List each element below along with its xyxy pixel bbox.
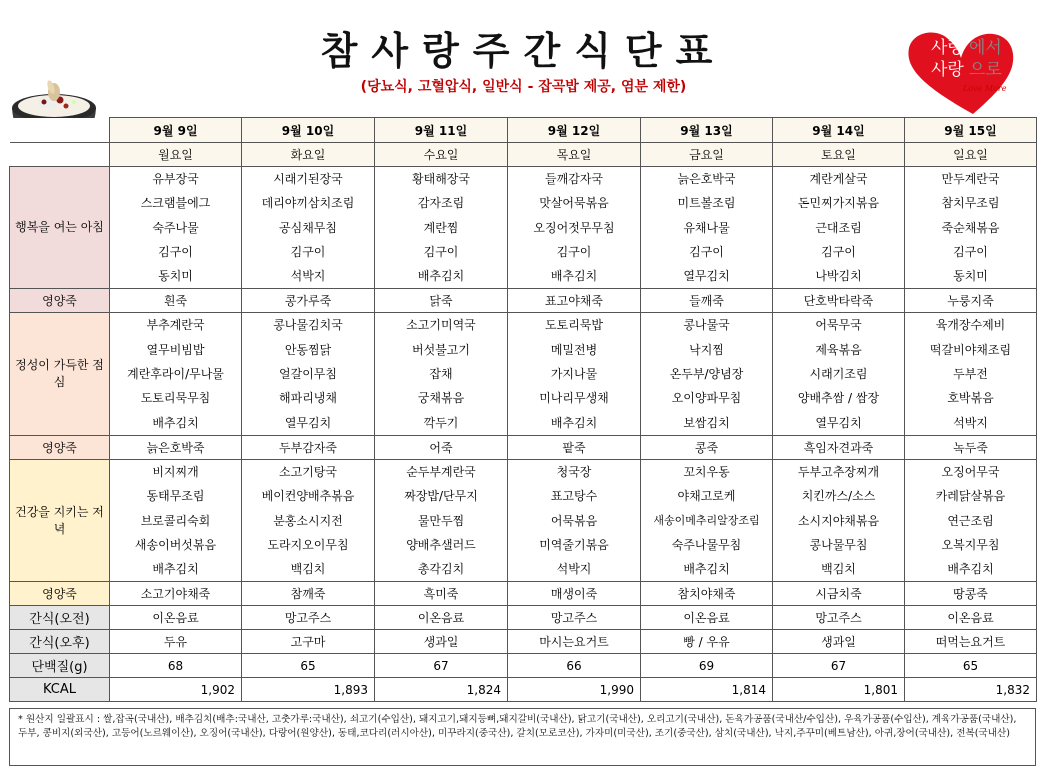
porridge-cell: 어죽 bbox=[375, 435, 508, 459]
menu-item: 꼬치우동 bbox=[683, 464, 730, 479]
menu-item: 제육볶음 bbox=[815, 342, 862, 357]
lunch-day-cell bbox=[905, 313, 1037, 435]
porridge-cell: 참치야채죽 bbox=[641, 582, 773, 606]
menu-item: 연근조림 bbox=[947, 513, 994, 528]
menu-item: 소고기미역국 bbox=[406, 318, 476, 333]
snack-cell: 생과일 bbox=[773, 630, 905, 654]
porridge-cell: 팥죽 bbox=[508, 435, 641, 459]
date-header-row bbox=[10, 118, 1037, 143]
brand-logo bbox=[903, 28, 1043, 116]
lunch-label: 정성이 가득한 점심 bbox=[10, 313, 110, 435]
protein-cell: 67 bbox=[375, 654, 508, 678]
date-cell: 9월 11일 bbox=[375, 118, 508, 143]
menu-item: 열무김치 bbox=[815, 415, 862, 430]
dinner-day-cell bbox=[110, 459, 242, 581]
menu-item: 오이양파무침 bbox=[671, 391, 742, 406]
kcal-cell: 1,801 bbox=[773, 678, 905, 702]
snack-cell: 마시는요거트 bbox=[508, 630, 641, 654]
porridge-cell: 콩가루죽 bbox=[242, 289, 375, 313]
breakfast-day-cell bbox=[375, 167, 508, 289]
date-cell: 9월 12일 bbox=[508, 118, 641, 143]
breakfast-porridge-row bbox=[10, 289, 1037, 313]
breakfast-day-cell bbox=[242, 167, 375, 289]
snack-cell: 고구마 bbox=[242, 630, 375, 654]
menu-item: 치킨까스/소스 bbox=[801, 489, 876, 504]
menu-item: 열무비빔밥 bbox=[146, 342, 205, 357]
snack-cell: 망고주스 bbox=[508, 606, 641, 630]
menu-item: 새송이메추리알장조림 bbox=[653, 513, 760, 527]
menu-item: 백김치 bbox=[290, 562, 326, 577]
kcal-cell: 1,893 bbox=[242, 678, 375, 702]
dinner-day-cell bbox=[773, 459, 905, 581]
menu-item: 도라지오이무침 bbox=[267, 537, 349, 552]
weekday-cell: 토요일 bbox=[773, 143, 905, 167]
weekday-cell: 금요일 bbox=[641, 143, 773, 167]
menu-item: 야채고로케 bbox=[677, 489, 736, 504]
menu-item: 죽순채볶음 bbox=[941, 220, 1000, 235]
menu-item: 메밀전병 bbox=[550, 342, 598, 357]
menu-item: 버섯불고기 bbox=[412, 342, 470, 357]
snack-cell: 두유 bbox=[110, 630, 242, 654]
menu-item: 만두계란국 bbox=[941, 172, 1000, 186]
snack-am-row bbox=[10, 606, 1037, 630]
menu-item: 근대조림 bbox=[815, 220, 862, 235]
kcal-cell: 1,824 bbox=[375, 678, 508, 702]
dinner-label: 건강을 지키는 저녁 bbox=[10, 459, 110, 581]
menu-item: 부추계란국 bbox=[146, 318, 205, 333]
protein-cell: 65 bbox=[905, 654, 1037, 678]
snack-am-label: 간식(오전) bbox=[10, 606, 110, 630]
dinner-porridge-row bbox=[10, 582, 1037, 606]
menu-item: 백김치 bbox=[821, 562, 856, 577]
lunch-day-cell bbox=[641, 313, 773, 435]
menu-item: 총각김치 bbox=[417, 562, 465, 577]
porridge-cell: 닭죽 bbox=[375, 289, 508, 313]
lunch-day-cell bbox=[508, 313, 641, 435]
menu-item: 두부고추장찌개 bbox=[797, 464, 880, 479]
snack-cell: 이온음료 bbox=[905, 606, 1037, 630]
menu-item: 오복지무침 bbox=[941, 537, 1000, 552]
weekday-cell: 화요일 bbox=[242, 143, 375, 167]
menu-item: 감자조림 bbox=[417, 196, 465, 211]
date-cell: 9월 9일 bbox=[110, 118, 242, 143]
menu-item: 스크램블에그 bbox=[140, 196, 211, 211]
protein-row bbox=[10, 654, 1037, 678]
snack-cell: 이온음료 bbox=[641, 606, 773, 630]
menu-item: 깍두기 bbox=[423, 415, 459, 430]
breakfast-day-cell bbox=[508, 167, 641, 289]
kcal-cell: 1,832 bbox=[905, 678, 1037, 702]
snack-cell: 망고주스 bbox=[773, 606, 905, 630]
porridge-cell: 땅콩죽 bbox=[905, 582, 1037, 606]
menu-item: 얼갈이무침 bbox=[279, 367, 337, 382]
menu-item: 돈민찌가지볶음 bbox=[797, 196, 880, 211]
menu-item: 배추김치 bbox=[550, 415, 598, 430]
menu-item: 오징어무국 bbox=[941, 464, 1000, 479]
menu-item: 소시지야채볶음 bbox=[797, 513, 880, 528]
lunch-row bbox=[10, 313, 1037, 435]
menu-item: 배추김치 bbox=[152, 562, 199, 577]
menu-item: 석박지 bbox=[953, 415, 988, 430]
date-cell: 9월 14일 bbox=[773, 118, 905, 143]
menu-item: 가지나물 bbox=[550, 367, 598, 382]
menu-item: 표고탕수 bbox=[550, 489, 598, 504]
kcal-cell: 1,902 bbox=[110, 678, 242, 702]
menu-item: 김구이 bbox=[423, 244, 459, 259]
menu-item: 청국장 bbox=[556, 464, 592, 479]
dinner-day-cell bbox=[508, 459, 641, 581]
protein-cell: 68 bbox=[110, 654, 242, 678]
lunch-day-cell bbox=[773, 313, 905, 435]
dinner-day-cell bbox=[641, 459, 773, 581]
menu-item: 육개장수제비 bbox=[935, 318, 1006, 333]
menu-item: 열무김치 bbox=[683, 269, 730, 284]
porridge-cell: 들깨죽 bbox=[641, 289, 773, 313]
breakfast-label: 행복을 여는 아침 bbox=[10, 167, 110, 289]
menu-item: 김구이 bbox=[290, 244, 326, 259]
menu-item: 안동찜닭 bbox=[284, 342, 332, 357]
porridge-cell: 매생이죽 bbox=[508, 582, 641, 606]
menu-item: 콩나물무침 bbox=[809, 537, 868, 552]
porridge-label: 영양죽 bbox=[10, 435, 110, 459]
menu-item: 김구이 bbox=[953, 244, 988, 259]
menu-item: 유부장국 bbox=[152, 172, 199, 186]
menu-item: 나박김치 bbox=[815, 269, 862, 284]
lunch-porridge-row bbox=[10, 435, 1037, 459]
protein-cell: 67 bbox=[773, 654, 905, 678]
menu-item: 배추김치 bbox=[550, 269, 598, 284]
menu-item: 김구이 bbox=[821, 244, 856, 259]
menu-item: 김구이 bbox=[556, 244, 592, 259]
kcal-row bbox=[10, 678, 1037, 702]
menu-item: 양배추샐러드 bbox=[406, 537, 476, 552]
kcal-label: KCAL bbox=[10, 678, 110, 702]
dinner-day-cell bbox=[375, 459, 508, 581]
menu-item: 소고기탕국 bbox=[279, 464, 337, 479]
breakfast-day-cell bbox=[641, 167, 773, 289]
menu-item: 호박볶음 bbox=[947, 391, 994, 406]
menu-item: 물만두찜 bbox=[417, 513, 465, 528]
logo-word-1a: 사랑 bbox=[931, 38, 964, 58]
menu-item: 김구이 bbox=[689, 244, 724, 259]
menu-item: 공심채무침 bbox=[279, 220, 337, 235]
menu-item: 콩나물김치국 bbox=[273, 318, 343, 333]
porridge-cell: 콩죽 bbox=[641, 435, 773, 459]
protein-cell: 66 bbox=[508, 654, 641, 678]
dinner-row bbox=[10, 459, 1037, 581]
breakfast-row bbox=[10, 167, 1037, 289]
logo-script: Love More bbox=[963, 84, 1007, 93]
dinner-day-cell bbox=[905, 459, 1037, 581]
porridge-cell: 두부감자죽 bbox=[242, 435, 375, 459]
porridge-cell: 참깨죽 bbox=[242, 582, 375, 606]
date-cell: 9월 10일 bbox=[242, 118, 375, 143]
snack-cell: 이온음료 bbox=[375, 606, 508, 630]
menu-item: 짜장밥/단무지 bbox=[404, 489, 478, 504]
menu-item: 해파리냉채 bbox=[279, 391, 337, 406]
menu-item: 배추김치 bbox=[683, 562, 730, 577]
menu-item: 궁채볶음 bbox=[417, 391, 465, 406]
menu-item: 열무김치 bbox=[284, 415, 332, 430]
porridge-label: 영양죽 bbox=[10, 289, 110, 313]
menu-item: 미트볼조림 bbox=[677, 196, 736, 211]
lunch-day-cell bbox=[110, 313, 242, 435]
menu-item: 카레닭살볶음 bbox=[935, 489, 1006, 504]
snack-cell: 생과일 bbox=[375, 630, 508, 654]
menu-item: 미역줄기볶음 bbox=[539, 537, 609, 552]
weekday-cell: 수요일 bbox=[375, 143, 508, 167]
menu-item: 유채나물 bbox=[683, 220, 730, 235]
logo-word-2a: 사랑 bbox=[931, 60, 964, 80]
menu-item: 시래기조림 bbox=[809, 367, 868, 382]
menu-item: 비지찌개 bbox=[152, 464, 199, 479]
porridge-cell: 누룽지죽 bbox=[905, 289, 1037, 313]
menu-item: 석박지 bbox=[290, 269, 326, 284]
protein-cell: 69 bbox=[641, 654, 773, 678]
menu-item: 어묵무국 bbox=[815, 318, 862, 333]
menu-item: 낙지찜 bbox=[689, 342, 724, 357]
porridge-label: 영양죽 bbox=[10, 582, 110, 606]
menu-item: 미나리무생채 bbox=[539, 391, 609, 406]
logo-word-1b: 에서 bbox=[969, 38, 1002, 58]
porridge-cell: 흰죽 bbox=[110, 289, 242, 313]
menu-item: 석박지 bbox=[556, 562, 592, 577]
logo-word-2b: 으로 bbox=[969, 60, 1002, 80]
menu-item: 두부전 bbox=[953, 367, 988, 382]
menu-item: 떡갈비야채조림 bbox=[929, 342, 1012, 357]
porridge-cell: 소고기야채죽 bbox=[110, 582, 242, 606]
origin-note: * 원산지 일괄표시 : 쌀,잡곡(국내산), 배추김치(배추:국내산, 고춧가루:국내산), 쇠고기(수입산), 돼지고기,돼지등뼈,돼지갈비(국내산), 닭고기(국내산), 오리고기(국내산), 돈육가공품(국내산/수입산), 우육가공품(수입산), 계육가공품(국내산), 두부, 콩비지(외국산), 고등어(노르웨이산), 오징어(국내산), 다랑어(원양산), 동태,코다리(러시아산), 미꾸라지(중국산), 갈치(모로코산), 가자미(미국산), 조기(중국산), 삼치(국내산), 낙지,주꾸미(베트남산), 아귀,장어(국내산), 전복(국내산) bbox=[9, 708, 1036, 766]
page-title: 참사랑주간식단표 bbox=[320, 29, 727, 73]
menu-item: 들깨감자국 bbox=[545, 172, 603, 186]
protein-label: 단백질(g) bbox=[10, 654, 110, 678]
menu-item: 배추김치 bbox=[152, 415, 199, 430]
weekday-cell: 목요일 bbox=[508, 143, 641, 167]
date-cell: 9월 13일 bbox=[641, 118, 773, 143]
breakfast-day-cell bbox=[110, 167, 242, 289]
porridge-cell: 흑임자견과죽 bbox=[773, 435, 905, 459]
menu-item: 숙주나물 bbox=[152, 220, 199, 235]
snack-pm-row bbox=[10, 630, 1037, 654]
menu-item: 어묵볶음 bbox=[550, 513, 598, 528]
menu-item: 계란찜 bbox=[423, 220, 459, 235]
menu-item: 황태해장국 bbox=[412, 172, 470, 186]
porridge-cell: 단호박타락죽 bbox=[773, 289, 905, 313]
menu-item: 베이컨양배추볶음 bbox=[261, 489, 355, 504]
menu-item: 동치미 bbox=[158, 269, 193, 284]
dinner-day-cell bbox=[242, 459, 375, 581]
menu-item: 도토리묵무침 bbox=[140, 391, 211, 406]
menu-item: 계란게살국 bbox=[809, 172, 868, 186]
porridge-cell: 흑미죽 bbox=[375, 582, 508, 606]
breakfast-day-cell bbox=[773, 167, 905, 289]
lunch-day-cell bbox=[242, 313, 375, 435]
menu-item: 양배추쌈 / 쌈장 bbox=[797, 391, 880, 406]
menu-item: 브로콜리숙회 bbox=[140, 513, 211, 528]
menu-item: 분홍소시지전 bbox=[273, 513, 343, 528]
weekly-menu-table bbox=[9, 117, 1037, 702]
kcal-cell: 1,814 bbox=[641, 678, 773, 702]
weekday-cell: 월요일 bbox=[110, 143, 242, 167]
page-subtitle: (당뇨식, 고혈압식, 일반식 - 잡곡밥 제공, 염분 제한) bbox=[360, 79, 687, 95]
menu-item: 숙주나물무침 bbox=[671, 537, 742, 552]
menu-item: 새송이버섯볶음 bbox=[134, 537, 217, 552]
menu-item: 시래기된장국 bbox=[273, 172, 343, 186]
menu-item: 동태무조림 bbox=[146, 489, 205, 504]
menu-item: 콩나물국 bbox=[683, 318, 730, 333]
porridge-cell: 시금치죽 bbox=[773, 582, 905, 606]
breakfast-day-cell bbox=[905, 167, 1037, 289]
weekday-cell: 일요일 bbox=[905, 143, 1037, 167]
porridge-cell: 녹두죽 bbox=[905, 435, 1037, 459]
menu-item: 김구이 bbox=[158, 244, 193, 259]
menu-item: 도토리묵밥 bbox=[545, 318, 603, 333]
snack-cell: 떠먹는요거트 bbox=[905, 630, 1037, 654]
snack-pm-label: 간식(오후) bbox=[10, 630, 110, 654]
snack-cell: 망고주스 bbox=[242, 606, 375, 630]
menu-item: 배추김치 bbox=[417, 269, 465, 284]
snack-cell: 빵 / 우유 bbox=[641, 630, 773, 654]
menu-item: 데리야끼삼치조림 bbox=[261, 196, 355, 211]
menu-item: 참치무조림 bbox=[941, 196, 1000, 211]
weekday-row bbox=[10, 143, 1037, 167]
menu-item: 온두부/양념장 bbox=[669, 367, 744, 382]
menu-item: 동치미 bbox=[953, 269, 988, 284]
protein-cell: 65 bbox=[242, 654, 375, 678]
menu-item: 오징어젓무무침 bbox=[533, 220, 615, 235]
menu-item: 잡채 bbox=[429, 367, 453, 382]
date-cell: 9월 15일 bbox=[905, 118, 1037, 143]
menu-item: 보쌈김치 bbox=[683, 415, 730, 430]
lunch-day-cell bbox=[375, 313, 508, 435]
snack-cell: 이온음료 bbox=[110, 606, 242, 630]
menu-item: 배추김치 bbox=[947, 562, 994, 577]
porridge-cell: 표고야채죽 bbox=[508, 289, 641, 313]
kcal-cell: 1,990 bbox=[508, 678, 641, 702]
menu-item: 순두부계란국 bbox=[406, 464, 476, 479]
menu-item: 늙은호박국 bbox=[677, 172, 736, 186]
porridge-cell: 늙은호박죽 bbox=[110, 435, 242, 459]
menu-item: 계란후라이/무나물 bbox=[127, 367, 224, 382]
menu-item: 맛살어묵볶음 bbox=[539, 196, 609, 211]
